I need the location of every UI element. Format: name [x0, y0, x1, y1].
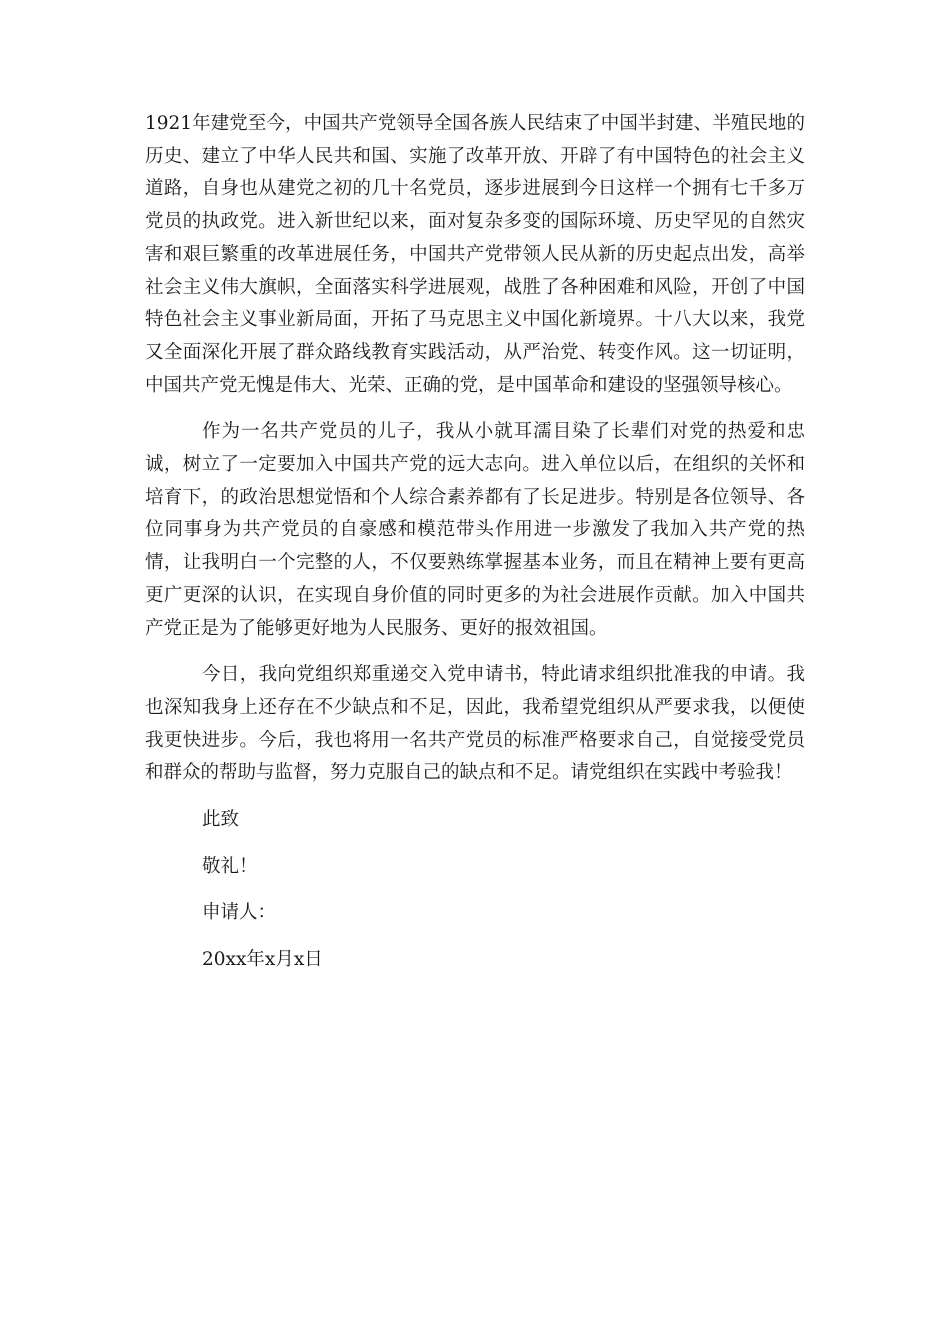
applicant-label: 申请人：	[202, 902, 277, 924]
paragraph-2: 作为一名共产党员的儿子，我从小就耳濡目染了长辈们对党的热爱和忠诚，树立了一定要加入中国共产党的远大志向。进入单位以后，在组织的关怀和培育下，的政治思想觉悟和个人综合素养都有了长足进步。特别是各位领导、各位同事身为共产党员的自豪感和模范带头作用进一步激发了我加入共产党的热情，让我明白一个完整的人，不仅要熟练掌握基本业务，而且在精神上要有更高更广更深的认识，在实现自身价值的同时更多的为社会进展作贡献。加入中国共产党正是为了能够更好地为人民服务、更好的报效祖国。	[145, 421, 805, 639]
regards: 敬礼！	[202, 855, 258, 877]
document-page	[145, 108, 805, 977]
date: 20xx年x月x日	[202, 949, 323, 971]
paragraph-1: 1921年建党至今，中国共产党领导全国各族人民结束了中国半封建、半殖民地的历史、建立了中华人民共和国、实施了改革开放、开辟了有中国特色的社会主义道路，自身也从建党之初的几十名党员，逐步进展到今日这样一个拥有七千多万党员的执政党。进入新世纪以来，面对复杂多变的国际环境、历史罕见的自然灾害和艰巨繁重的改革进展任务，中国共产党带领人民从新的历史起点出发，高举社会主义伟大旗帜，全面落实科学进展观，战胜了各种困难和风险，开创了中国特色社会主义事业新局面，开拓了马克思主义中国化新境界。十八大以来，我党又全面深化开展了群众路线教育实践活动，从严治党、转变作风。这一切证明，中国共产党无愧是伟大、光荣、正确的党，是中国革命和建设的坚强领导核心。	[145, 113, 805, 396]
closing-block	[145, 804, 805, 977]
salutation: 此致	[202, 809, 240, 831]
paragraph-3: 今日，我向党组织郑重递交入党申请书，特此请求组织批准我的申请。我也深知我身上还存在不少缺点和不足，因此，我希望党组织从严要求我，以便使我更快进步。今后，我也将用一名共产党员的标准严格要求自己，自觉接受党员和群众的帮助与监督，努力克服自己的缺点和不足。请党组织在实践中考验我！	[145, 664, 805, 784]
